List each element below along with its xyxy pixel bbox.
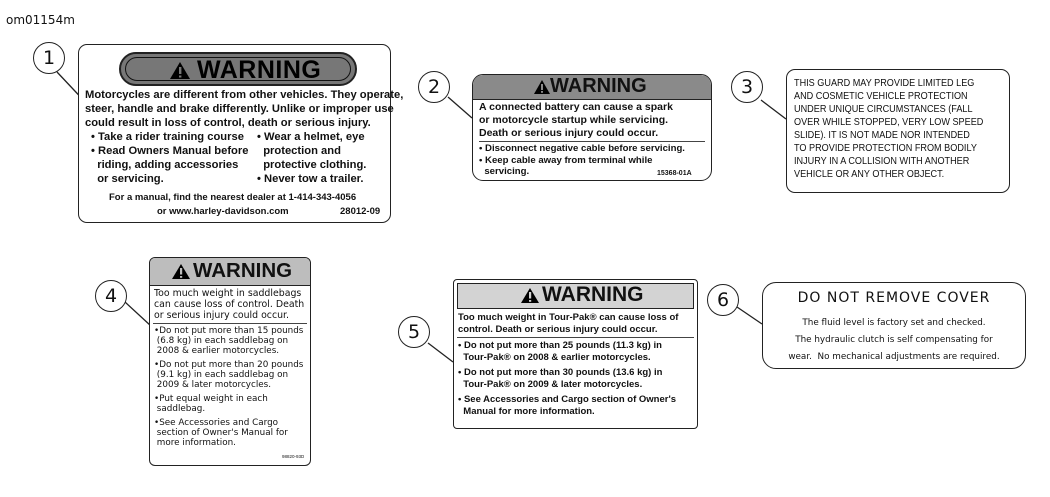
warning-triangle-icon	[533, 79, 551, 95]
label-2-text-line: A connected battery can cause a spark	[479, 101, 673, 113]
label-3-text-line: UNDER UNIQUE CIRCUMSTANCES (FALL	[794, 104, 973, 115]
label-1-bullet: • Wear a helmet, eye	[257, 131, 365, 143]
label-3-text-line: AND COSMETIC VEHICLE PROTECTION	[794, 91, 968, 102]
label-2-bullet: • Disconnect negative cable before servicing.	[479, 143, 685, 154]
label-4-part-number: 98820-93D	[282, 454, 305, 459]
label-3-text-line: TO PROVIDE PROTECTION FROM BODILY	[794, 143, 977, 154]
label-2-bullet: • Keep cable away from terminal while	[479, 155, 653, 166]
label-1-bullet: protective clothing.	[257, 159, 367, 171]
label-4-text-line: or serious injury could occur.	[154, 310, 290, 321]
label-2-part-number: 15368-01A	[657, 170, 692, 177]
label-3-text-line: SLIDE). IT IS NOT MADE NOR INTENDED	[794, 130, 970, 141]
label-4-text-line: can cause loss of control. Death	[154, 299, 305, 310]
label-1-footer: For a manual, find the nearest dealer at 1-414-343-4056	[109, 192, 357, 203]
label-4-bullet: (6.8 kg) in each saddlebag on	[154, 336, 289, 346]
label-3-text-line: INJURY IN A COLLISION WITH ANOTHER	[794, 156, 970, 167]
label-4-bullet: 2008 & earlier motorcycles.	[154, 346, 280, 356]
label-1-bullet: • Never tow a trailer.	[257, 173, 364, 185]
label-4-bullet: •Do not put more than 15 pounds	[154, 326, 304, 336]
warning-header	[150, 258, 311, 286]
divider	[457, 337, 694, 338]
label-1-text-line: steer, handle and brake differently. Unlike or improper use	[85, 103, 394, 115]
label-4-bullet: 2009 & later motorcycles.	[154, 380, 272, 390]
label-4-bullet: saddlebag.	[154, 404, 206, 414]
label-4-saddlebag-warning	[149, 257, 311, 466]
warning-triangle-icon	[169, 61, 191, 80]
warning-header	[473, 75, 712, 100]
warning-header-text: WARNING	[197, 56, 322, 84]
label-6-text-line: The hydraulic clutch is self compensating for	[795, 335, 993, 345]
label-3-text-line: THIS GUARD MAY PROVIDE LIMITED LEG	[794, 78, 975, 89]
warning-header-text: WARNING	[550, 75, 647, 97]
label-4-bullet: •See Accessories and Cargo	[154, 418, 279, 428]
callout-6: 6	[707, 284, 739, 316]
label-5-bullet: Tour-Pak® on 2009 & later motorcycles.	[458, 379, 643, 390]
callout-3: 3	[731, 71, 763, 103]
label-2-text-line: or motorcycle startup while servicing.	[479, 114, 669, 126]
label-5-text-line: control. Death or serious injury could occur.	[458, 324, 658, 335]
label-1-text-line: could result in loss of control, death or serious injury.	[85, 117, 371, 129]
label-5-bullet: Manual for more information.	[458, 406, 595, 417]
label-2-text-line: Death or serious injury could occur.	[479, 127, 659, 139]
divider	[153, 323, 307, 324]
label-1-bullet: or servicing.	[91, 173, 164, 185]
label-5-text-line: Too much weight in Tour-Pak® can cause loss of	[458, 312, 679, 323]
label-1-text-line: Motorcycles are different from other vehicles. They operate,	[85, 89, 404, 101]
label-3-text-line: VEHICLE OR ANY OTHER OBJECT.	[794, 169, 945, 180]
label-6-text-line: wear. No mechanical adjustments are required.	[788, 352, 1000, 362]
label-2-bullet: servicing.	[479, 166, 530, 177]
label-5-bullet: • See Accessories and Cargo section of Owner's	[458, 394, 677, 405]
label-6-cover-notice	[762, 282, 1026, 369]
callout-2: 2	[418, 71, 450, 103]
warning-header-text: WARNING	[542, 283, 644, 306]
label-4-text-line: Too much weight in saddlebags	[154, 288, 302, 299]
label-4-bullet: •Put equal weight in each	[154, 394, 268, 404]
label-2-battery-warning	[472, 74, 712, 181]
label-1-part-number: 28012-09	[340, 206, 381, 217]
warning-triangle-icon	[171, 263, 191, 280]
label-4-bullet: (9.1 kg) in each saddlebag on	[154, 370, 289, 380]
warning-header	[119, 52, 357, 86]
label-3-text-line: OVER WHILE STOPPED, VERY LOW SPEED	[794, 117, 984, 128]
warning-triangle-icon	[520, 287, 540, 304]
label-4-bullet: section of Owner's Manual for	[154, 428, 288, 438]
label-6-text-line: The fluid level is factory set and checked.	[802, 318, 986, 328]
label-3-guard-notice	[786, 69, 1010, 193]
warning-header	[457, 283, 694, 309]
label-4-bullet: more information.	[154, 438, 236, 448]
callout-1: 1	[33, 42, 65, 74]
divider	[479, 141, 705, 142]
label-5-bullet: • Do not put more than 30 pounds (13.6 kg) in	[458, 367, 663, 378]
label-1-bullet: • Take a rider training course	[91, 131, 244, 143]
label-1-bullet: protection and	[257, 145, 341, 157]
label-1-footer: or www.harley-davidson.com	[157, 206, 289, 217]
callout-4: 4	[95, 280, 127, 312]
label-4-bullet: •Do not put more than 20 pounds	[154, 360, 304, 370]
label-5-bullet: Tour-Pak® on 2008 & earlier motorcycles.	[458, 352, 651, 363]
label-5-bullet: • Do not put more than 25 pounds (11.3 kg) in	[458, 340, 662, 351]
callout-5: 5	[398, 316, 430, 348]
label-1-bullet: riding, adding accessories	[91, 159, 239, 171]
figure-id: om01154m	[6, 13, 75, 27]
label-1-rider-warning	[78, 44, 404, 223]
warning-header-text: WARNING	[193, 259, 293, 282]
label-1-bullet: • Read Owners Manual before	[91, 145, 249, 157]
label-6-title: DO NOT REMOVE COVER	[797, 290, 991, 306]
label-5-tourpak-warning	[453, 279, 698, 429]
